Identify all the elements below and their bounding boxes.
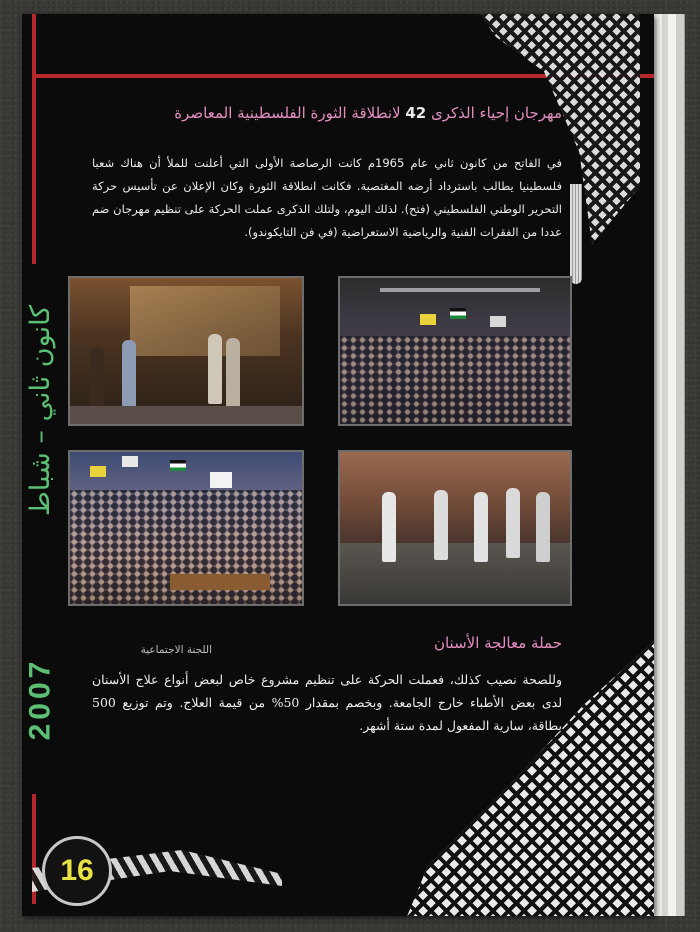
magazine-page xyxy=(22,14,654,916)
photo-dabke-dance xyxy=(338,450,572,606)
committee-label: اللجنة الاجتماعية xyxy=(140,644,212,656)
side-year-label xyxy=(22,614,58,784)
title-part: لانطلاقة الثورة الفلسطينية المعاصرة xyxy=(174,104,406,122)
article-title-dental: حملة معالجة الأسنان xyxy=(433,634,562,652)
side-month-label xyxy=(24,250,58,570)
page-number-text: 16 xyxy=(60,854,94,887)
red-vertical-rule-top xyxy=(32,14,36,264)
page-number-badge xyxy=(42,836,112,906)
title-number: 42 xyxy=(405,104,427,122)
article-body-dental: وللصحة نصيب كذلك، فعملت الحركة على تنظيم مشروع خاص لبعض أنواع علاج الأسنان لدى بعض الأطباء خارج الجامعة. وبخصم بمقدار 50% من قيمة العلاج. وتم توزيع 500 بطاقة، سارية المفعول لمدة ستة أشهر. xyxy=(92,672,563,733)
article-title-anniversary xyxy=(92,104,562,122)
photo-crowd-flags xyxy=(68,450,304,606)
photo-audience-hall xyxy=(338,276,572,426)
keffiyeh-tassel xyxy=(570,184,582,284)
side-year-text: 2007 xyxy=(23,657,56,741)
title-part: مهرجان إحياء الذكرى xyxy=(426,104,562,122)
article-body-anniversary: في الفاتح من كانون ثاني عام 1965م كانت الرصاصة الأولى التي أعلنت للملأ أن هناك شعبا فلسطينيا يطالب باسترداد أرضه المغتصبة. فكانت انطلاقة الثورة وكان الإعلان عن تأسيس حركة التحرير الوطني الفلسطيني (فتح). لذلك اليوم، ولتلك الذكرى عملت الحركة على تنظيم مهرجان ضم عددا من الفقرات الفنية والرياضية الاستعراضية (في فن التايكوندو). xyxy=(92,156,562,239)
side-month-text: كانون ثاني – شباط xyxy=(25,304,57,516)
photo-stage-performance xyxy=(68,276,304,426)
